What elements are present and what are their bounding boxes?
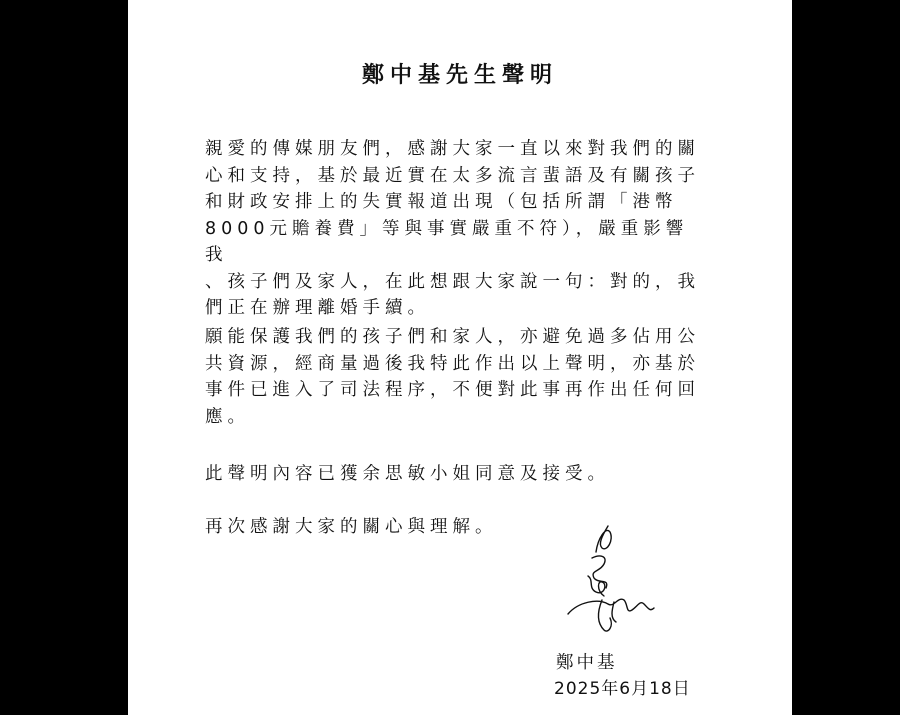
statement-page	[128, 0, 792, 715]
statement-date: 2025年6月18日	[554, 679, 691, 699]
paragraph-4: 再次感謝大家的關心與理解。	[205, 517, 498, 537]
paragraph-3: 此聲明內容已獲余思敏小姐同意及接受。	[205, 464, 610, 484]
paragraph-2: 願能保護我們的孩子們和家人，亦避免過多佔用公 共資源，經商量過後我特此作出以上聲明，亦基於 事件已進入了司法程序，不便對此事再作出任何回 應。	[205, 327, 700, 427]
signature-name: 鄭中基	[556, 653, 618, 673]
statement-title: 鄭中基先生聲明	[361, 63, 558, 88]
handwritten-signature	[558, 518, 658, 638]
paragraph-1: 親愛的傳媒朋友們，感謝大家一直以來對我們的關 心和支持，基於最近實在太多流言蜚語及有關孩子 和財政安排上的失實報道出現（包括所謂「港幣 8000元贍養費」等與事實嚴重不符），嚴重影響我 、孩子們及家人，在此想跟大家說一句：對的，我 們正在辦理離婚手續。	[205, 139, 700, 318]
